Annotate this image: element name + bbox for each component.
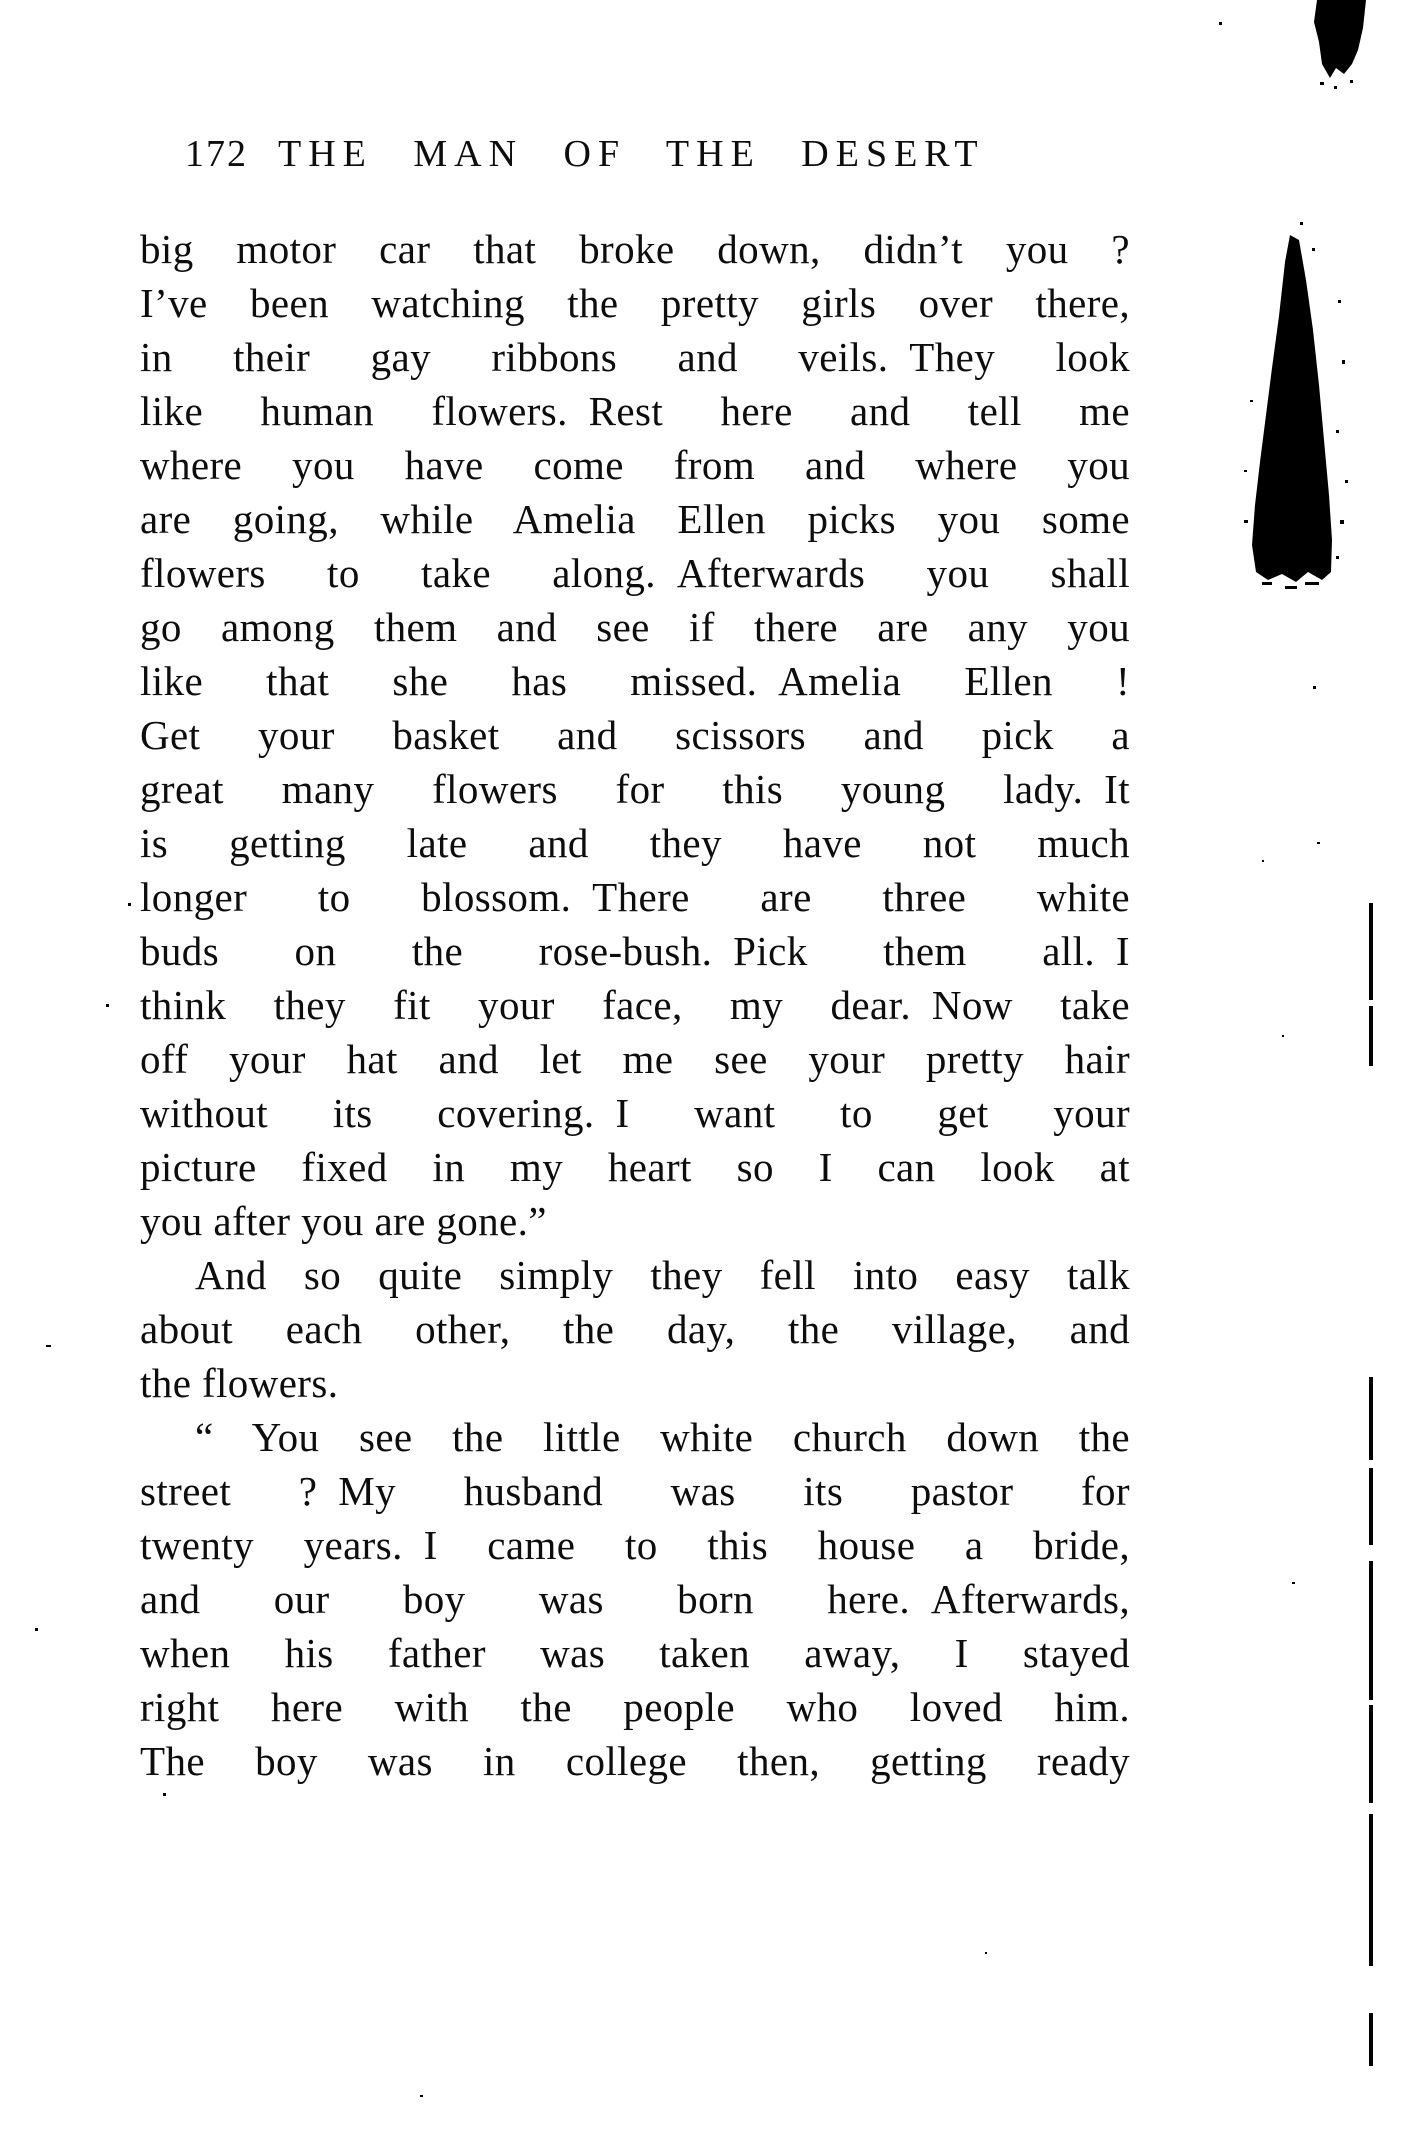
ink-speck [1336, 556, 1339, 559]
text-line: is getting late and they have not much [140, 820, 1130, 866]
text-block [140, 222, 1130, 1788]
text-line: are going, while Amelia Ellen picks you some [140, 496, 1130, 542]
scan-line-artifact [1369, 1377, 1373, 1460]
text-line: twenty years. I came to this house a bride, [140, 1522, 1130, 1568]
scan-line-artifact [1369, 1814, 1373, 1966]
ink-smudge [1248, 228, 1338, 588]
ink-speck [163, 1793, 166, 1796]
text-line: picture fixed in my heart so I can look at [140, 1144, 1130, 1190]
ink-speck [1285, 586, 1297, 589]
ink-speck [1320, 82, 1324, 85]
page-header [185, 132, 985, 176]
ink-speck [128, 903, 131, 906]
running-title: THE MAN OF THE DESERT [278, 133, 985, 175]
ink-speck [1342, 360, 1345, 364]
text-line: you after you are gone.” [140, 1198, 547, 1244]
ink-speck [1336, 430, 1339, 433]
text-line: flowers to take along. Afterwards you shall [140, 550, 1130, 596]
scan-line-artifact [1369, 1561, 1373, 1700]
scan-line-artifact [1369, 903, 1373, 1000]
text-line: longer to blossom. There are three white [140, 874, 1130, 920]
ink-speck [1282, 1035, 1284, 1037]
ink-speck [1338, 300, 1341, 303]
text-line: like that she has missed. Amelia Ellen ! [140, 658, 1130, 704]
text-line: great many flowers for this young lady. It [140, 766, 1130, 812]
page-number: 172 [185, 133, 248, 175]
text-line: “ You see the little white church down the [195, 1414, 1130, 1460]
ink-speck [985, 1952, 987, 1954]
text-line: The boy was in college then, getting ready [140, 1738, 1130, 1784]
ink-speck [1300, 222, 1303, 225]
scan-line-artifact [1369, 1468, 1373, 1545]
ink-speck [1219, 22, 1222, 25]
text-line: like human flowers. Rest here and tell me [140, 388, 1130, 434]
text-line: think they fit your face, my dear. Now take [140, 982, 1130, 1028]
text-line: the flowers. [140, 1360, 339, 1406]
text-line: and our boy was born here. Afterwards, [140, 1576, 1130, 1622]
text-line: about each other, the day, the village, and [140, 1306, 1130, 1352]
ink-speck [1334, 86, 1337, 89]
ink-speck [1292, 1582, 1295, 1584]
ink-speck [1244, 470, 1247, 472]
ink-speck [1262, 582, 1272, 585]
text-line: Get your basket and scissors and pick a [140, 712, 1130, 758]
ink-speck [1262, 860, 1264, 862]
text-line: street ? My husband was its pastor for [140, 1468, 1130, 1514]
ink-speck [1317, 842, 1320, 844]
text-line: right here with the people who loved him. [140, 1684, 1130, 1730]
ink-speck [46, 1345, 51, 1347]
ink-speck [1244, 520, 1248, 523]
ink-speck [106, 1004, 109, 1007]
text-line: big motor car that broke down, didn’t you ? [140, 226, 1130, 272]
scan-line-artifact [1369, 2013, 1373, 2066]
ink-speck [1340, 520, 1344, 524]
ink-speck [1312, 248, 1315, 251]
text-line: where you have come from and where you [140, 442, 1130, 488]
text-line: buds on the rose-bush. Pick them all. I [140, 928, 1130, 974]
text-line: when his father was taken away, I stayed [140, 1630, 1130, 1676]
ink-speck [420, 2095, 423, 2097]
ink-speck [1305, 582, 1319, 585]
scan-line-artifact [1369, 1705, 1373, 1803]
ink-speck [1345, 480, 1348, 483]
ink-speck [1313, 686, 1316, 689]
text-line: go among them and see if there are any you [140, 604, 1130, 650]
ink-speck [1350, 80, 1353, 83]
text-line: off your hat and let me see your pretty hair [140, 1036, 1130, 1082]
ink-speck [1250, 400, 1253, 402]
ink-speck [35, 1628, 38, 1631]
scan-line-artifact [1369, 1006, 1373, 1066]
text-line: in their gay ribbons and veils. They look [140, 334, 1130, 380]
text-line: I’ve been watching the pretty girls over there, [140, 280, 1130, 326]
text-line: without its covering. I want to get your [140, 1090, 1130, 1136]
text-line: And so quite simply they fell into easy talk [195, 1252, 1130, 1298]
